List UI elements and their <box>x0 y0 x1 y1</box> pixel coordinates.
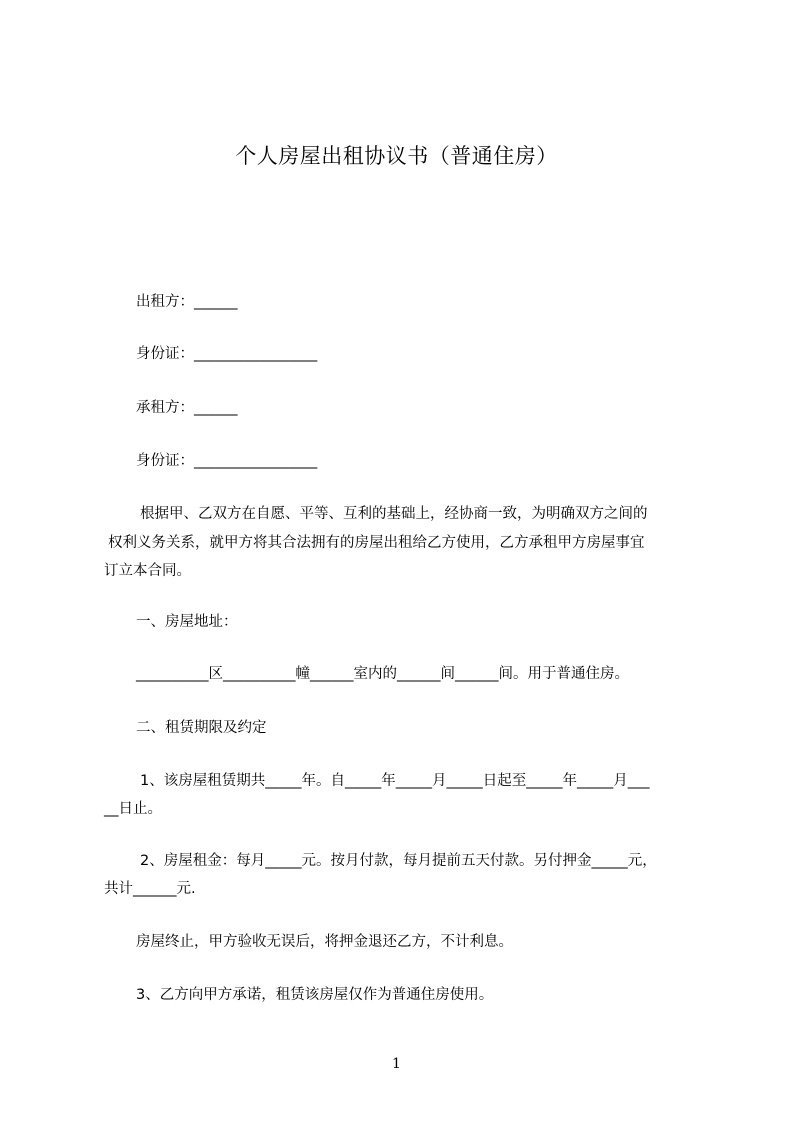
intro-paragraph-line: 根据甲、乙双方在自愿、平等、互利的基础上，经协商一致，为明确双方之间的 <box>140 506 648 522</box>
lessor-line: 出租方：______ <box>136 294 238 310</box>
document-title: 个人房屋出租协议书（普通住房） <box>235 144 558 168</box>
address-line: __________区__________幢______室内的______间______间。用于普通住房。 <box>136 666 629 682</box>
clause-3-line: 3、乙方向甲方承诺，租赁该房屋仅作为普通住房使用。 <box>136 987 494 1003</box>
deposit-note: 房屋终止，甲方验收无误后，将押金退还乙方，不计利息。 <box>136 934 513 950</box>
lessee-id-line: 身份证：_________________ <box>136 453 318 469</box>
page-number: 1 <box>392 1056 401 1072</box>
section-heading-address: 一、房屋地址： <box>136 614 238 630</box>
lessor-id-line: 身份证：_________________ <box>136 346 318 362</box>
section-heading-lease-term: 二、租赁期限及约定 <box>136 720 267 736</box>
clause-2-line: 共计______元. <box>104 881 196 897</box>
intro-paragraph-line: 订立本合同。 <box>104 563 191 579</box>
lessee-line: 承租方：______ <box>136 400 238 416</box>
clause-2-line: 2、房屋租金：每月_____元。按月付款，每月提前五天付款。另付押金_____元， <box>140 853 657 869</box>
clause-1-line: __日止。 <box>104 801 162 817</box>
clause-1-line: 1、该房屋租赁期共_____年。自_____年_____月_____日起至_____年_____月___ <box>140 773 650 789</box>
intro-paragraph-line: 权利义务关系，就甲方将其合法拥有的房屋出租给乙方使用，乙方承租甲方房屋事宜 <box>108 535 645 551</box>
